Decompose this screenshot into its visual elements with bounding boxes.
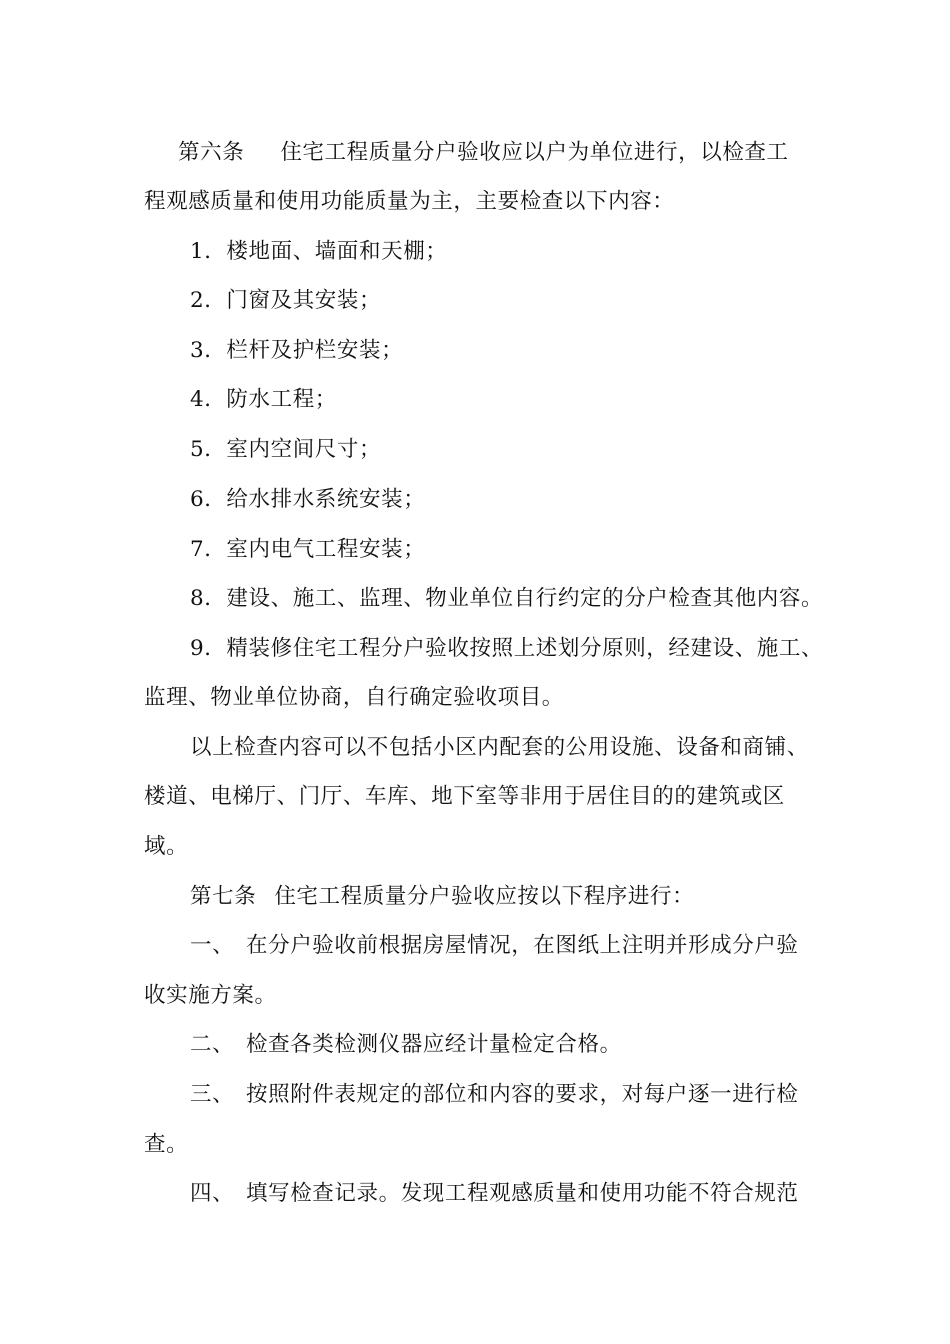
list-item-text: 门窗及其安装； xyxy=(226,288,382,313)
article-7-line xyxy=(190,882,694,912)
list-item-number: 3． xyxy=(190,338,227,363)
list-item-number: 1． xyxy=(190,239,227,264)
procedure-step-text: 按照附件表规定的部位和内容的要求，对每户逐一进行检 xyxy=(246,1082,799,1107)
exclusion-line-3: 域。 xyxy=(144,834,189,859)
list-item-number: 9． xyxy=(190,636,227,661)
list-item-number: 2． xyxy=(190,288,227,313)
list-item-text: 室内空间尺寸； xyxy=(226,437,382,462)
list-item-text: 精装修住宅工程分户验收按照上述划分原则，经建设、施工、 xyxy=(226,636,824,661)
list-item xyxy=(190,336,403,366)
list-item xyxy=(190,584,823,614)
list-item xyxy=(190,435,381,465)
list-item-number: 8． xyxy=(190,586,227,611)
list-item xyxy=(190,286,381,316)
procedure-step xyxy=(190,1080,799,1110)
procedure-step-number: 四、 xyxy=(190,1181,235,1206)
list-item-number: 5． xyxy=(190,437,227,462)
procedure-step xyxy=(190,931,799,961)
article-6-first-line xyxy=(178,138,789,168)
list-item-text: 栏杆及护栏安装； xyxy=(226,338,404,363)
procedure-step-continuation: 查。 xyxy=(144,1132,189,1157)
exclusion-line-2: 楼道、电梯厅、门厅、车库、地下室等非用于居住目的的建筑或区 xyxy=(144,784,785,809)
list-item-number: 6． xyxy=(190,487,227,512)
list-item xyxy=(190,485,425,515)
list-item xyxy=(190,237,447,267)
list-item-text: 防水工程； xyxy=(226,387,337,412)
list-item-number: 4． xyxy=(190,387,227,412)
article-6-text-line-2: 程观感质量和使用功能质量为主，主要检查以下内容： xyxy=(144,189,675,214)
procedure-step-number: 一、 xyxy=(190,933,235,958)
procedure-step xyxy=(190,1030,622,1060)
list-item-text: 给水排水系统安装； xyxy=(226,487,426,512)
procedure-step-number: 二、 xyxy=(190,1032,235,1057)
procedure-step xyxy=(190,1179,799,1209)
article-6-text-line-1: 住宅工程质量分户验收应以户为单位进行，以检查工 xyxy=(280,140,789,165)
list-item-text: 室内电气工程安装； xyxy=(226,537,426,562)
article-7-text: 住宅工程质量分户验收应按以下程序进行： xyxy=(274,884,695,909)
procedure-step-text: 检查各类检测仪器应经计量检定合格。 xyxy=(246,1032,622,1057)
list-item-text: 楼地面、墙面和天棚； xyxy=(226,239,448,264)
article-7-heading: 第七条 xyxy=(190,884,257,909)
procedure-step-text: 在分户验收前根据房屋情况，在图纸上注明并形成分户验 xyxy=(246,933,799,958)
list-item xyxy=(190,385,337,415)
list-item-number: 7． xyxy=(190,537,227,562)
list-item xyxy=(190,634,823,664)
procedure-step-text: 填写检查记录。发现工程观感质量和使用功能不符合规范 xyxy=(246,1181,799,1206)
exclusion-line-1: 以上检查内容可以不包括小区内配套的公用设施、设备和商铺、 xyxy=(190,735,809,760)
list-item xyxy=(190,535,425,565)
procedure-step-number: 三、 xyxy=(190,1082,235,1107)
list-item-continuation: 监理、物业单位协商，自行确定验收项目。 xyxy=(144,685,564,710)
article-6-heading: 第六条 xyxy=(178,140,245,165)
procedure-step-continuation: 收实施方案。 xyxy=(144,983,277,1008)
list-item-text: 建设、施工、监理、物业单位自行约定的分户检查其他内容。 xyxy=(226,586,824,611)
